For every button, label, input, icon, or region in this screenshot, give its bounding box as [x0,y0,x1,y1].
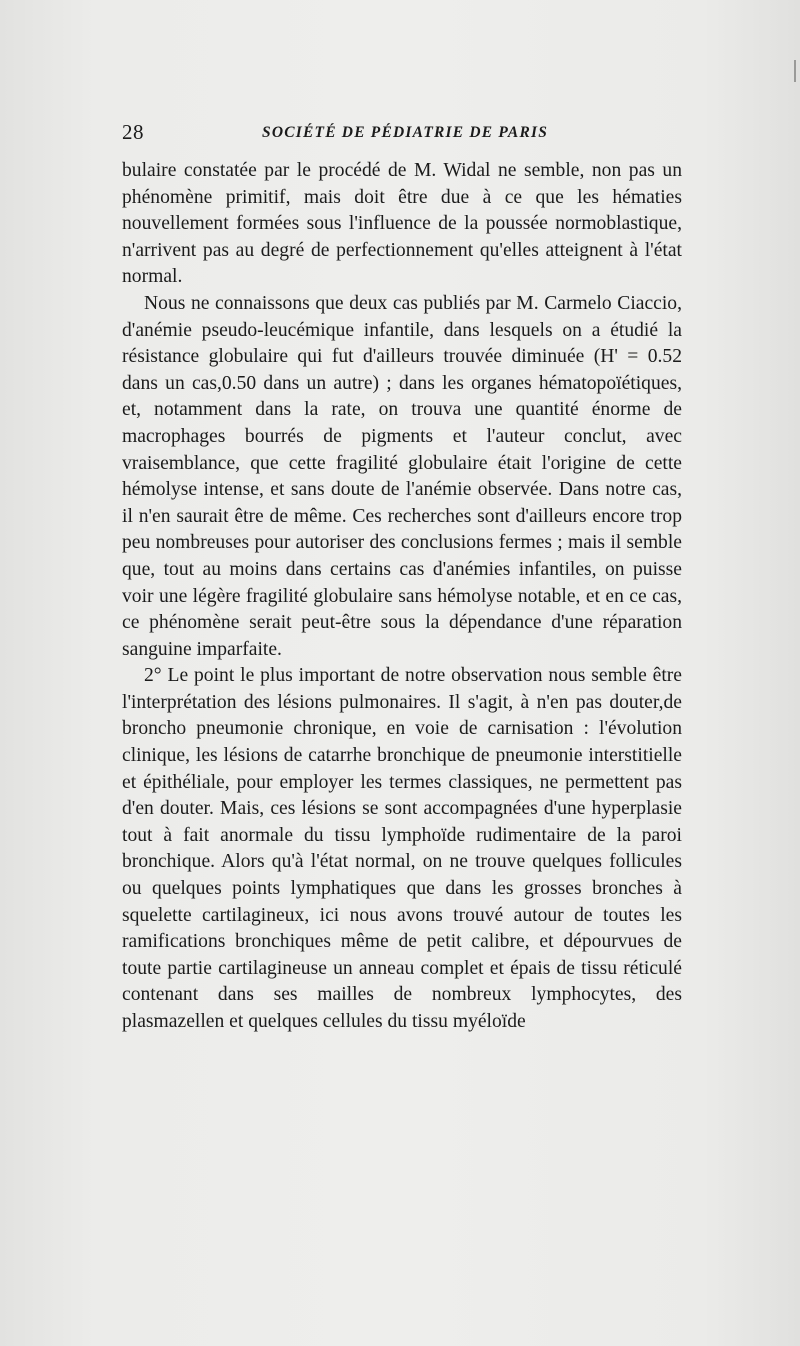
paragraph-pulmonary-lesions: 2° Le point le plus important de notre observation nous semble être l'interprétation des lésions pulmonaires. Il s'agit, à n'en pas douter,de broncho pneumonie chronique, en voie de carnisation : l'évolution clinique, les lésions de catarrhe bronchique de pneumonie interstitielle et épithéliale, pour employer les termes classiques, ne permettent pas d'en douter. Mais, ces lésions se sont accompagnées d'une hyperplasie tout à fait anormale du tissu lymphoïde rudimentaire de la paroi bronchique. Alors qu'à l'état normal, on ne trouve quelques follicules ou quelques points lymphatiques que dans les grosses bronches à squelette cartilagineux, ici nous avons trouvé autour de toutes les ramifications bronchiques même de petit calibre, et dépourvues de toute partie cartilagineuse un anneau complet et épais de tissu réticulé contenant dans ses mailles de nombreux lymphocytes, des plasmazellen et quelques cellules du tissu myéloïde [122,665,682,1032]
journal-title: SOCIÉTÉ DE PÉDIATRIE DE PARIS [262,124,549,141]
body-text [122,158,682,1036]
page-edge-mark [794,60,796,82]
running-head [122,120,682,148]
paragraph-continuation: bulaire constatée par le procédé de M. Widal ne semble, non pas un phénomène primitif, mais doit être due à ce que les hématies nouvellement formées sous l'influence de la poussée normoblastique, n'arrivent pas au degré de perfectionnement qu'elles atteignent à l'état normal. [122,160,682,288]
page-number: 28 [122,120,144,144]
paragraph-ciaccio-cases: Nous ne connaissons que deux cas publiés par M. Carmelo Ciaccio, d'anémie pseudo-leucémique infantile, dans lesquels on a étudié la résistance globulaire qui fut d'ailleurs trouvée diminuée (H' = 0.52 dans un cas,0.50 dans un autre) ; dans les organes hématopoïétiques, et, notamment dans la rate, on trouva une quantité énorme de macrophages bourrés de pigments et l'auteur conclut, avec vraisemblance, que cette fragilité globulaire était l'origine de cette hémolyse intense, et sans doute de l'anémie observée. Dans notre cas, il n'en saurait être de même. Ces recherches sont d'ailleurs encore trop peu nombreuses pour autoriser des conclusions fermes ; mais il semble que, tout au moins dans certains cas d'anémies infantiles, on puisse voir une légère fragilité globulaire sans hémolyse notable, et en ce cas, ce phénomène serait peut-être sous la dépendance d'une réparation sanguine imparfaite. [122,292,682,660]
